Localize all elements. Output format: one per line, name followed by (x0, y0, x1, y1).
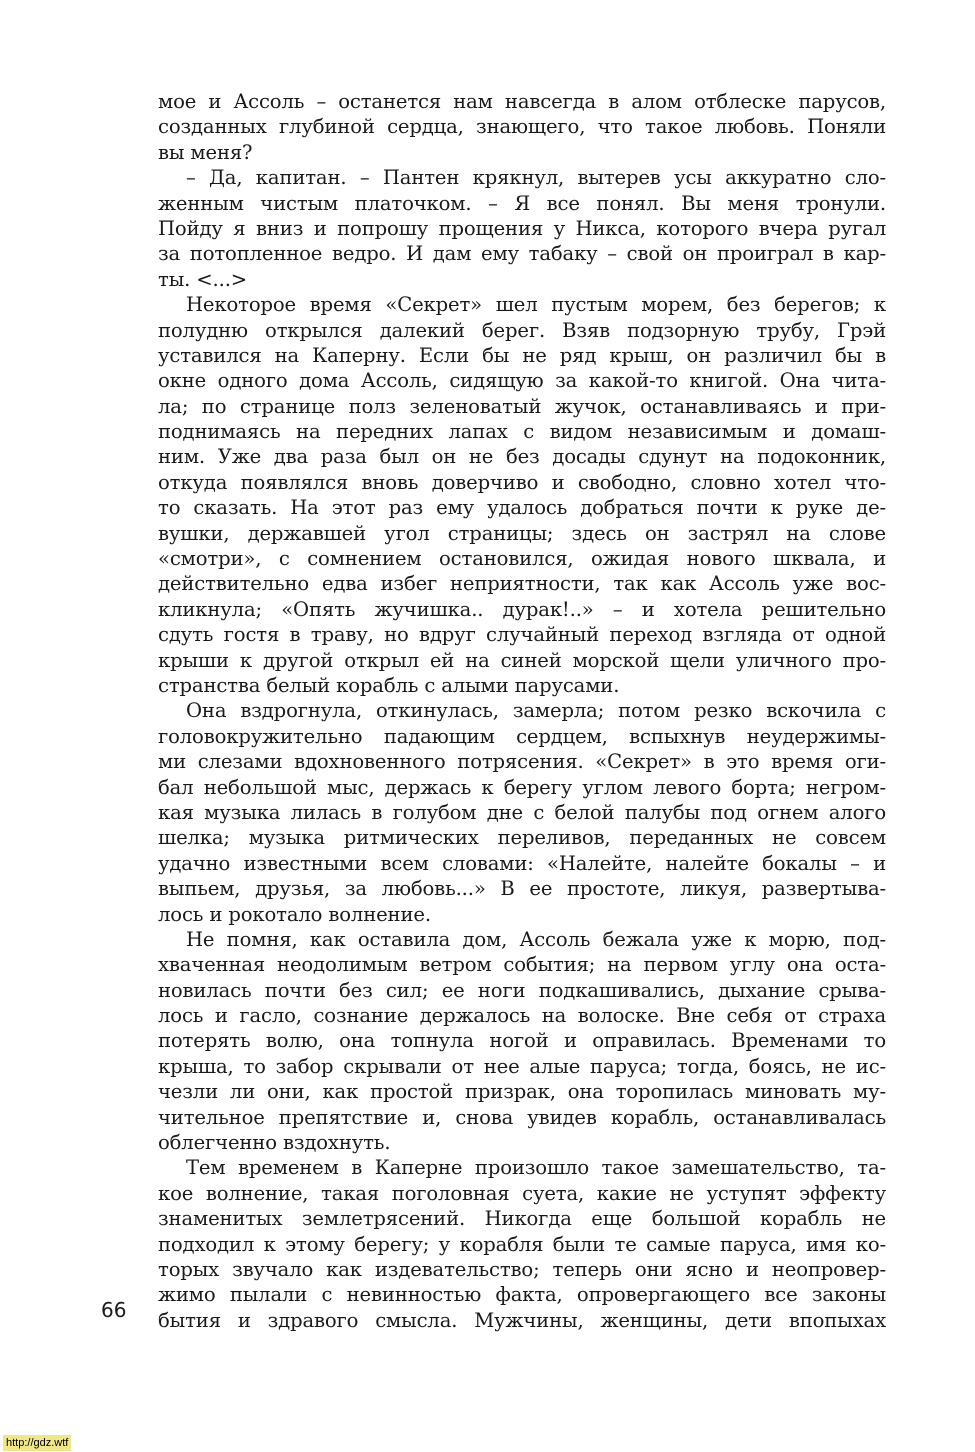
text-line: облегченно вздохнуть. (158, 1131, 391, 1155)
text-line: окне одного дома Ассоль, сидящую за какой-то книгой. Она чита- (158, 369, 886, 393)
page-number: 66 (101, 1298, 127, 1322)
text-line: мое и Ассоль – останется нам навсегда в алом отблеске парусов, (158, 90, 886, 113)
book-page-text (158, 89, 886, 1333)
text-line: крыша, то забор скрывали от нее алые паруса; тогда, боясь, не ис- (158, 1054, 886, 1078)
paragraph (158, 165, 886, 292)
paragraph (158, 89, 886, 165)
text-line: кая музыка лилась в голубом дне с белой палубы под огнем алого (158, 800, 886, 824)
text-line: хваченная неодолимым ветром события; на первом углу она оста- (158, 953, 886, 977)
text-line: Она вздрогнула, откинулась, замерла; потом резко вскочила с (186, 699, 886, 723)
text-line: полудню открылся далекий берег. Взяв подзорную трубу, Грэй (158, 318, 886, 342)
text-line: потерять волю, она топнула ногой и оправилась. Временами то (158, 1029, 886, 1053)
text-line: Пойду я вниз и попрошу прощения у Никса, которого вчера ругал (158, 216, 886, 240)
text-line: уставился на Каперну. Если бы не ряд крыш, он различил бы в (158, 343, 886, 367)
text-line: Не помня, как оставила дом, Ассоль бежала уже к морю, под- (186, 927, 886, 951)
paragraph (158, 1155, 886, 1333)
text-line: ла; по странице полз зеленоватый жучок, останавливаясь и при- (158, 394, 886, 418)
text-line: ми слезами вдохновенного потрясения. «Секрет» в это время оги- (158, 750, 886, 774)
text-line: вы меня? (158, 140, 253, 164)
watermark-link[interactable]: http://gdz.wtf (3, 1435, 71, 1451)
text-line: ты. <...> (158, 267, 248, 291)
text-line: «смотри», с сомнением остановился, ожидая нового шквала, и (158, 547, 886, 571)
text-line: женным чистым платочком. – Я все понял. Вы меня тронули. (158, 191, 886, 215)
text-line: кое волнение, такая поголовная суета, какие не уступят эффекту (158, 1181, 886, 1205)
text-line: сдуть гостя в траву, но вдруг случайный переход взгляда от одной (158, 623, 886, 647)
text-line: удачно известными всем словами: «Налейте, налейте бокалы – и (158, 851, 886, 875)
paragraph (158, 292, 886, 698)
text-line: действительно едва избег неприятности, так как Ассоль уже вос- (158, 572, 886, 596)
text-line: бал небольшой мыс, держась к берегу углом левого борта; негром- (158, 775, 886, 799)
text-line: головокружительно падающим сердцем, вспыхнув неудержимы- (158, 724, 886, 748)
text-line: то сказать. На этот раз ему удалось добраться почти к руке де- (158, 496, 886, 520)
text-line: странства белый корабль с алыми парусами. (158, 673, 620, 697)
text-line: шелка; музыка ритмических переливов, переданных не совсем (158, 826, 886, 850)
text-line: лось и рокотало волнение. (158, 902, 431, 926)
text-line: – Да, капитан. – Пантен крякнул, вытерев усы аккуратно сло- (186, 166, 886, 190)
text-line: выпьем, друзья, за любовь...» В ее простоте, ликуя, развертыва- (158, 877, 886, 901)
text-line: созданных глубиной сердца, знающего, что такое любовь. Поняли (158, 115, 886, 139)
paragraph (158, 927, 886, 1156)
text-line: новилась почти без сил; ее ноги подкашивались, дыхание срыва- (158, 978, 886, 1002)
text-line: Некоторое время «Секрет» шел пустым морем, без берегов; к (186, 293, 886, 317)
text-line: чезли ли они, как простой призрак, она торопилась миновать му- (158, 1080, 886, 1104)
text-line: крыши к другой открыл ей на синей морской щели уличного про- (158, 648, 886, 672)
text-line: жимо пылали с невинностью факта, опровергающего все законы (158, 1283, 886, 1307)
text-line: кликнула; «Опять жучишка.. дурак!..» – и хотела решительно (158, 597, 886, 621)
paragraph (158, 698, 886, 927)
text-line: бытия и здравого смысла. Мужчины, женщины, дети впопыхах (158, 1308, 886, 1332)
text-line: за потопленное ведро. И дам ему табаку – свой он проиграл в кар- (158, 242, 886, 266)
text-line: знаменитых землетрясений. Никогда еще большой корабль не (158, 1207, 886, 1231)
text-line: торых звучало как издевательство; теперь они ясно и неопровер- (158, 1257, 886, 1281)
text-line: чительное препятствие и, снова увидев корабль, останавливалась (158, 1105, 886, 1129)
text-line: лось и гасло, сознание держалось на волоске. Вне себя от страха (158, 1004, 886, 1028)
text-line: ним. Уже два раза был он не без досады сдунут на подоконник, (158, 445, 886, 469)
text-line: поднимаясь на передних лапах с видом независимым и домаш- (158, 420, 886, 444)
text-line: подходил к этому берегу; у корабля были те самые паруса, имя ко- (158, 1232, 886, 1256)
text-line: вушки, державшей угол страницы; здесь он застрял на слове (158, 521, 886, 545)
text-line: Тем временем в Каперне произошло такое замешательство, та- (186, 1156, 886, 1180)
text-line: откуда появлялся вновь доверчиво и свободно, словно хотел что- (158, 470, 886, 494)
